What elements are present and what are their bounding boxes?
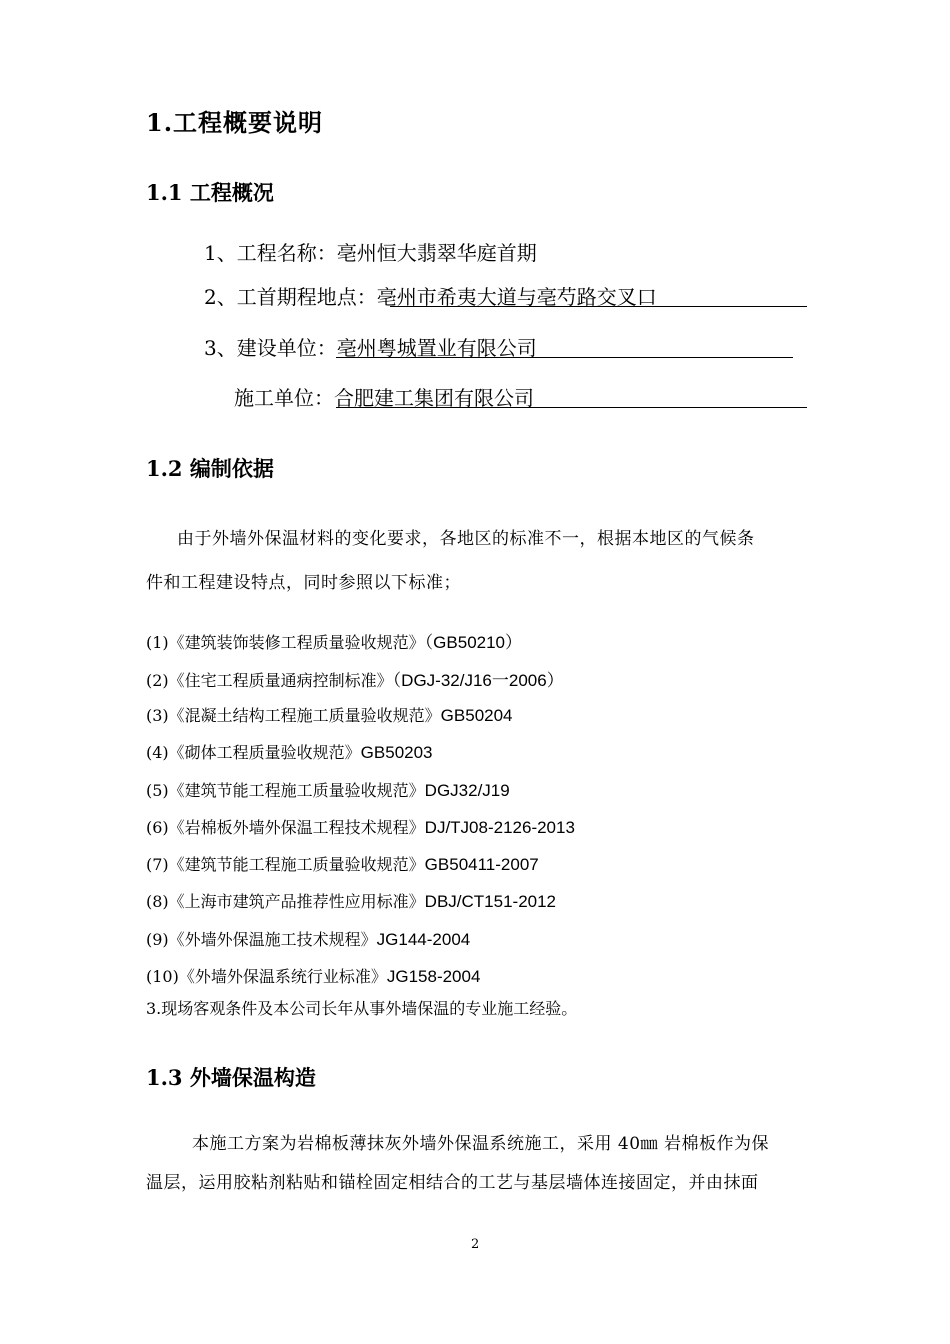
section-title-1-3: 1.3 外墙保温构造 xyxy=(146,1065,316,1090)
basis-paragraph-line-2: 件和工程建设特点，同时参照以下标准； xyxy=(146,573,461,593)
reference-item: (6)《岩棉板外墙外保温工程技术规程》DJ/TJ08-2126-2013 xyxy=(146,818,575,837)
developer-value: 亳州粤城置业有限公司 xyxy=(336,336,537,360)
contractor-underline xyxy=(336,407,807,408)
construction-paragraph-line-2: 温层，运用胶粘剂粘贴和锚栓固定相结合的工艺与基层墙体连接固定，并由抹面 xyxy=(146,1173,759,1193)
reference-item: (10)《外墙外保温系统行业标准》JG158-2004 xyxy=(146,967,481,986)
project-name-line xyxy=(204,237,537,266)
reference-item: (5)《建筑节能工程施工质量验收规范》DGJ32/J19 xyxy=(146,781,510,800)
page-number: 2 xyxy=(471,1237,480,1252)
section-title-1: 1.工程概要说明 xyxy=(146,108,324,137)
developer-label: 3、建设单位： xyxy=(204,336,337,360)
reference-item: (9)《外墙外保温施工技术规程》JG144-2004 xyxy=(146,930,471,949)
section-title-1-1: 1.1 工程概况 xyxy=(146,180,274,205)
location-underline xyxy=(390,306,807,307)
reference-item: (8)《上海市建筑产品推荐性应用标准》DBJ/CT151-2012 xyxy=(146,892,557,911)
reference-item: (2)《住宅工程质量通病控制标准》（DGJ-32/J16一2006） xyxy=(146,671,564,690)
reference-item: (1)《建筑装饰装修工程质量验收规范》（GB50210） xyxy=(146,633,523,652)
reference-item: (3)《混凝土结构工程施工质量验收规范》GB50204 xyxy=(146,706,513,725)
basis-paragraph-line-1: 由于外墙外保温材料的变化要求，各地区的标准不一，根据本地区的气候条 xyxy=(177,529,755,549)
construction-paragraph-line-1: 本施工方案为岩棉板薄抹灰外墙外保温系统施工，采用 40㎜ 岩棉板作为保 xyxy=(192,1134,769,1154)
project-location-label: 2、工首期程地点： xyxy=(204,285,377,309)
contractor-value: 合肥建工集团有限公司 xyxy=(334,386,534,410)
section-title-1-2: 1.2 编制依据 xyxy=(146,456,274,481)
project-location-value: 亳州市希夷大道与亳芍路交叉口 xyxy=(376,285,657,309)
developer-underline xyxy=(336,357,793,358)
project-name-label: 1、工程名称： xyxy=(204,241,337,265)
experience-line: 3.现场客观条件及本公司长年从事外墙保温的专业施工经验。 xyxy=(146,999,578,1018)
project-name-value: 亳州恒大翡翠华庭首期 xyxy=(336,241,537,265)
reference-item: (4)《砌体工程质量验收规范》GB50203 xyxy=(146,743,433,762)
contractor-label: 施工单位： xyxy=(234,386,334,410)
reference-item: (7)《建筑节能工程施工质量验收规范》GB50411-2007 xyxy=(146,855,539,874)
